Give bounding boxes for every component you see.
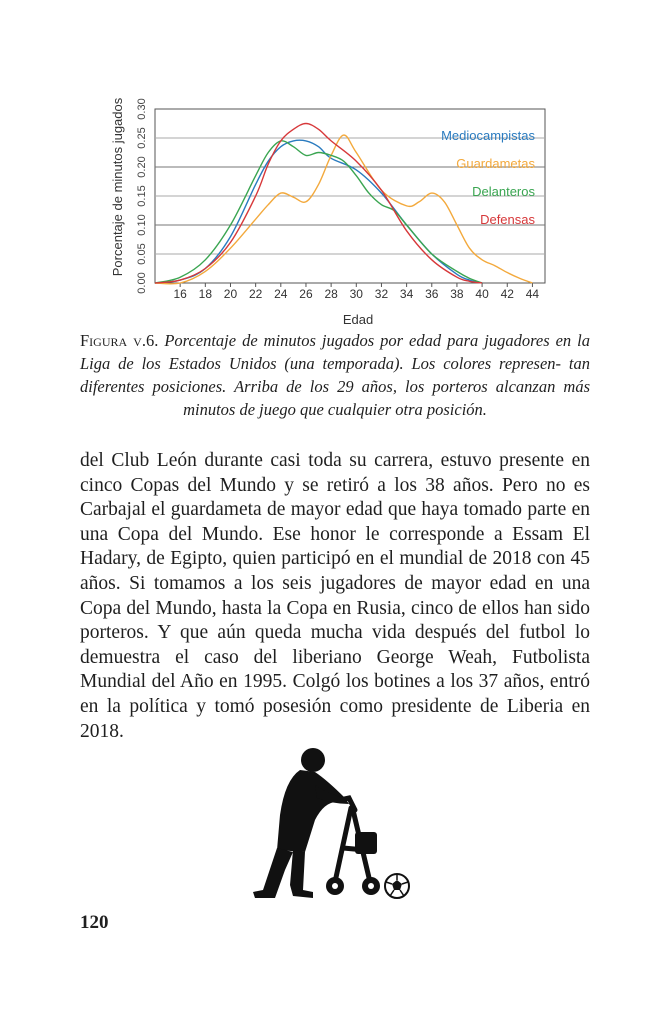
x-tick-label: 34 — [399, 287, 414, 301]
elderly-man-walker-illustration — [245, 740, 420, 905]
legend-entry-guardametas: Guardametas — [456, 156, 535, 171]
page-number: 120 — [80, 912, 109, 933]
x-tick-label: 20 — [223, 287, 238, 301]
x-tick-label: 18 — [198, 287, 213, 301]
x-tick-label: 32 — [374, 287, 389, 301]
y-tick-label: 0.00 — [136, 272, 148, 294]
legend — [441, 128, 535, 227]
y-tick-label: 0.30 — [136, 98, 148, 120]
figure-caption — [80, 329, 590, 421]
x-tick-label: 40 — [475, 287, 489, 301]
y-tick-label: 0.25 — [136, 127, 148, 149]
x-tick-label: 42 — [500, 287, 514, 301]
series-lines — [155, 124, 532, 284]
x-tick-label: 16 — [173, 287, 187, 301]
y-tick-label: 0.05 — [136, 243, 148, 265]
figure-caption-text: Porcentaje de minutos jugados por edad para jugadores en la Liga de los Estados Unidos (una temporada). Los colores represen- tan diferentes posiciones. Arriba de los 29 años, los porteros alcanzan más minutos de juego que cualquier otra posición. — [80, 331, 590, 419]
y-tick-label: 0.10 — [136, 214, 148, 236]
legend-entry-defensas: Defensas — [480, 212, 535, 227]
x-tick-label: 30 — [349, 287, 363, 301]
y-tick-label: 0.15 — [136, 185, 148, 207]
legend-entry-delanteros: Delanteros — [472, 184, 535, 199]
x-tick-label: 26 — [299, 287, 313, 301]
y-tick-label: 0.20 — [136, 156, 148, 178]
x-ticks — [173, 283, 539, 301]
x-tick-label: 44 — [525, 287, 540, 301]
x-tick-label: 24 — [274, 287, 288, 301]
y-axis-label: Porcentaje de minutos jugados — [110, 97, 125, 277]
x-tick-label: 36 — [425, 287, 439, 301]
x-tick-label: 22 — [248, 287, 263, 301]
y-ticks — [136, 98, 148, 293]
x-axis-label: Edad — [342, 312, 374, 327]
x-tick-label: 28 — [324, 287, 338, 301]
age-minutes-chart — [100, 85, 560, 330]
figure-label: Figura v.6. — [80, 331, 159, 350]
x-tick-label: 38 — [450, 287, 464, 301]
legend-entry-mediocampistas: Mediocampistas — [441, 128, 535, 143]
body-paragraph: del Club León durante casi toda su carrera, estuvo presente en cinco Copas del Mundo y se retiró a los 38 años. Pero no es Carbajal el guardameta de mayor edad que haya tomado parte en una Copa del Mundo. Ese honor le corresponde a Essam El Hadary, de Egipto, quien participó en el mundial de 2018 con 45 años. Si tomamos a los seis jugadores de mayor edad en una Copa del Mundo, hasta la Copa en Rusia, cinco de ellos han sido porteros. Y que aún queda mucha vida después del futbol lo demuestra el caso del liberiano George Weah, Futbolista Mundial del Año en 1995. Colgó los botines a los 37 años, entró en la política y tomó posesión como presidente de Liberia en 2018. — [80, 450, 590, 742]
